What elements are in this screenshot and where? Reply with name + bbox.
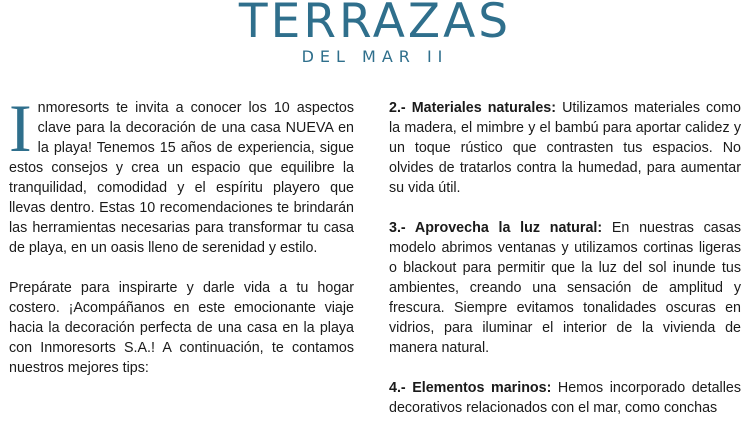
right-column bbox=[389, 98, 741, 438]
tip-2 bbox=[389, 98, 741, 198]
tip-4-title: 4.- Elementos marinos: bbox=[389, 380, 552, 396]
tip-3-title: 3.- Aprovecha la luz natural: bbox=[389, 220, 603, 236]
tip-4-body: Hemos incorporado detalles decorativos relacionados con el mar, como conchas bbox=[389, 380, 741, 416]
tip-2-title: 2.- Materiales naturales: bbox=[389, 100, 557, 116]
tip-4 bbox=[389, 378, 741, 418]
tip-2-body: Utilizamos materiales como la madera, el mimbre y el bambú para aportar calidez y un toque rústico que contrasten tus espacios. No olvides de tratarlos contra la humedad, para aumentar su vida útil. bbox=[389, 100, 741, 196]
tip-3-body: En nuestras casas modelo abrimos ventanas y utilizamos cortinas ligeras o blackout para permitir que la luz del sol inunde tus ambientes, creando una sensación de amplitud y frescura. Siempre evitamos tonalidades oscuras en vidrios, para iluminar el interior de la vivienda de manera natural. bbox=[389, 220, 741, 356]
drop-cap: I bbox=[9, 90, 32, 166]
left-column bbox=[9, 90, 354, 398]
logo-subtitle: DEL MAR II bbox=[301, 47, 449, 66]
intro-paragraph bbox=[9, 90, 354, 258]
tip-3 bbox=[389, 218, 741, 358]
intro-text: nmoresorts te invita a conocer los 10 aspectos clave para la decoración de una casa NUEVA en la playa! Tenemos 15 años de experiencia, sigue estos consejos y crea un espacio que equilibre la tranquilidad, comodidad y el espíritu playero que llevas dentro. Estas 10 recomendaciones te brindarán las herramientas necesarias para transformar tu casa de playa, en un oasis lleno de serenidad y estilo. bbox=[9, 100, 354, 256]
logo-title: TERRAZAS bbox=[238, 0, 512, 49]
brand-logo bbox=[0, 0, 750, 66]
second-paragraph: Prepárate para inspirarte y darle vida a tu hogar costero. ¡Acompáñanos en este emocionante viaje hacia la decoración perfecta de una casa en la playa con Inmoresorts S.A.! A continuación, te contamos nuestros mejores tips: bbox=[9, 280, 354, 376]
